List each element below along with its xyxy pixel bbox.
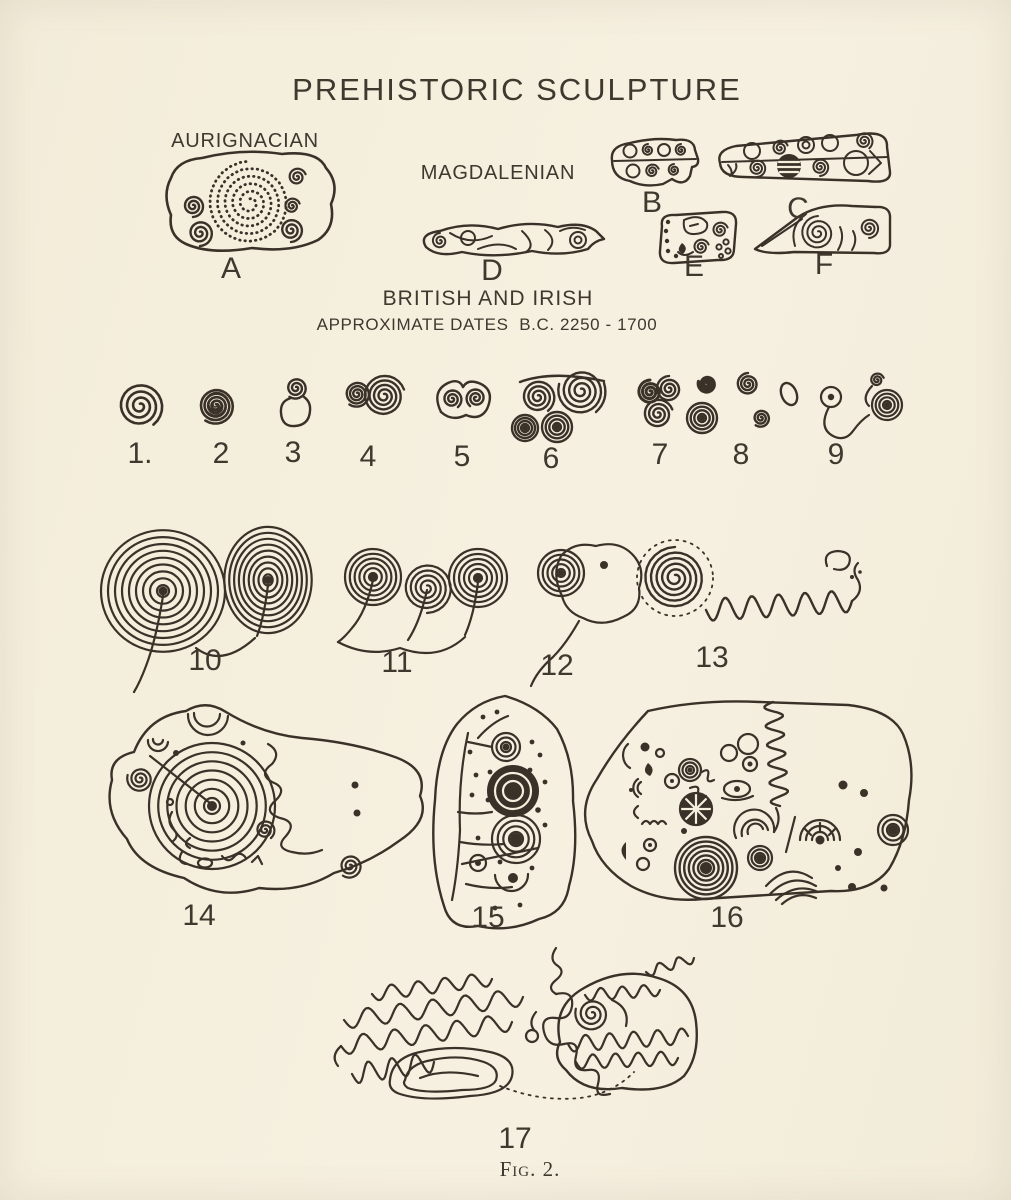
motif-number-5: 5 xyxy=(453,440,471,473)
motif-6-drawing xyxy=(512,372,605,442)
heading-british-and-irish: BRITISH AND IRISH xyxy=(382,287,594,310)
section-label-magdalenian: MAGDALENIAN xyxy=(420,162,576,184)
motif-number-10: 10 xyxy=(188,644,222,677)
motif-number-3: 3 xyxy=(284,436,302,469)
specimen-letter-b: B xyxy=(641,186,663,219)
specimen-letter-e: E xyxy=(683,250,705,283)
specimen-letter-f: F xyxy=(814,248,834,281)
motif-number-17: 17 xyxy=(498,1122,532,1155)
section-label-aurignacian: AURIGNACIAN xyxy=(171,130,319,152)
specimen-f-drawing xyxy=(755,205,890,253)
motif-4-drawing xyxy=(347,376,404,414)
motif-number-4: 4 xyxy=(359,440,377,473)
motif-2-drawing xyxy=(201,390,233,423)
specimen-a-drawing xyxy=(167,152,335,251)
stone-14-drawing xyxy=(110,705,423,892)
serpentine-17-drawing xyxy=(335,948,697,1099)
motif-8-drawing xyxy=(687,373,800,433)
motif-5-drawing xyxy=(437,381,490,418)
stone-16-drawing xyxy=(585,701,911,904)
specimen-c-drawing xyxy=(719,133,890,181)
motif-number-12: 12 xyxy=(540,649,574,682)
motif-9-drawing xyxy=(821,374,902,439)
motif-number-16: 16 xyxy=(710,901,744,934)
specimen-d-drawing xyxy=(424,224,604,255)
specimen-b-drawing xyxy=(612,139,698,185)
motif-13-drawing xyxy=(637,540,862,620)
specimen-letter-a: A xyxy=(220,252,242,285)
specimen-letter-d: D xyxy=(481,254,503,287)
motif-number-1: 1. xyxy=(127,437,153,470)
motif-number-13: 13 xyxy=(695,641,729,674)
motif-number-7: 7 xyxy=(651,438,669,471)
motif-number-6: 6 xyxy=(542,442,560,475)
page-title: PREHISTORIC SCULPTURE xyxy=(292,72,742,107)
motif-number-8: 8 xyxy=(732,438,750,471)
subheading-approximate-dates: APPROXIMATE DATES B.C. 2250 - 1700 xyxy=(316,315,658,334)
motif-number-15: 15 xyxy=(471,901,505,934)
motif-11-drawing xyxy=(338,549,507,653)
specimen-letter-c: C xyxy=(787,192,809,225)
motif-3-drawing xyxy=(281,379,310,426)
motif-number-9: 9 xyxy=(827,438,845,471)
stone-15-drawing xyxy=(433,696,575,928)
motif-7-drawing xyxy=(639,376,679,426)
motif-number-11: 11 xyxy=(381,646,413,679)
motif-1-drawing xyxy=(121,385,162,424)
motif-number-14: 14 xyxy=(182,899,216,932)
figure-caption: Fig. 2. xyxy=(499,1157,561,1181)
motif-number-2: 2 xyxy=(212,437,230,470)
